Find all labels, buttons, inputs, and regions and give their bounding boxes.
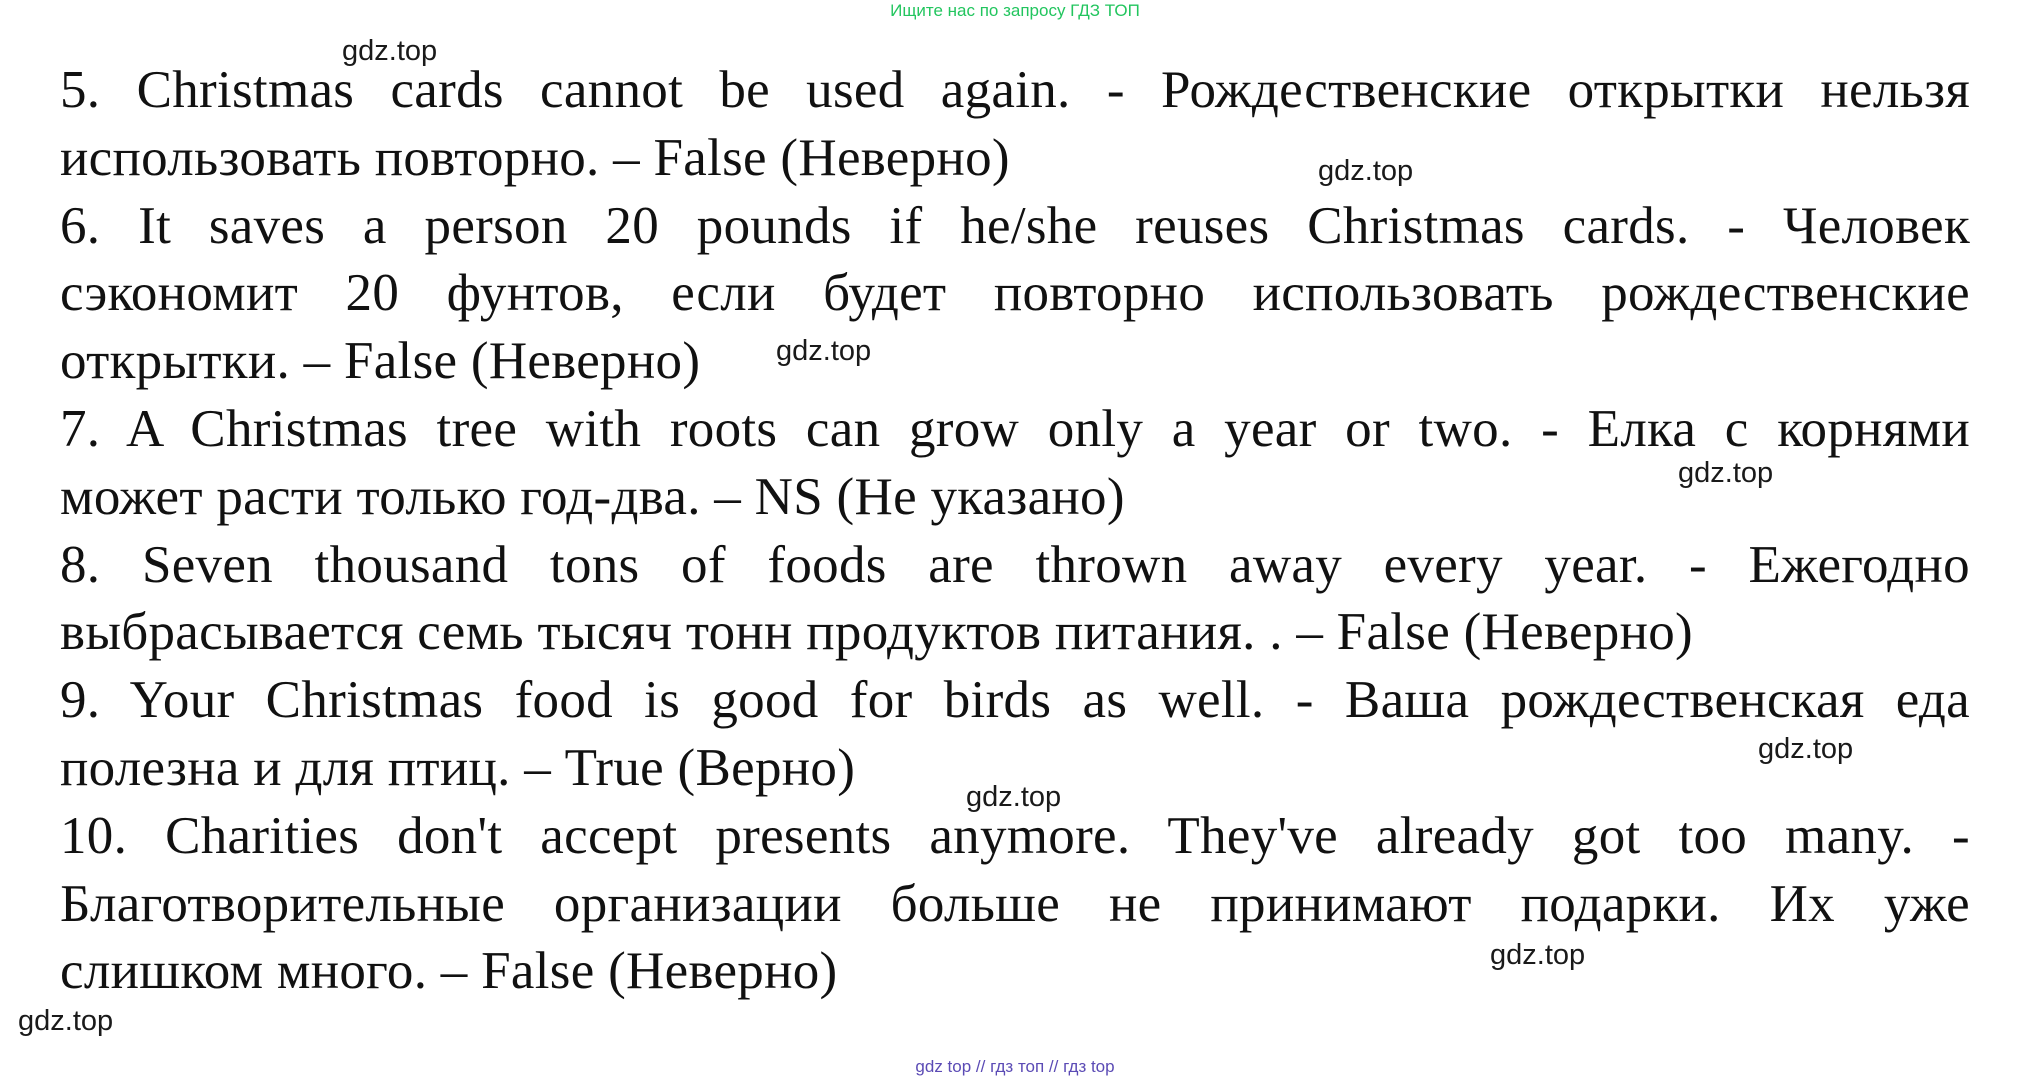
answer-10-line-3: слишком много. – False (Неверно) — [60, 942, 838, 1001]
exercise-answers — [60, 57, 1970, 1006]
answer-6-line-1: 6. It saves a person 20 pounds if he/she reuses Christmas cards. - Человек — [60, 196, 1970, 255]
watermark-8: gdz.top — [18, 1005, 114, 1037]
answer-9-line-2: полезна и для птиц. – True (Верно) — [60, 738, 856, 797]
answer-8-line-1: 8. Seven thousand tons of foods are thrown away every year. - Ежегодно — [60, 535, 1970, 594]
answer-9-line-1: 9. Your Christmas food is good for birds as well. - Ваша рождественская еда — [60, 671, 1970, 730]
watermark-2: gdz.top — [1318, 155, 1414, 187]
watermark-5: gdz.top — [1758, 733, 1854, 765]
top-search-note: Ищите нас по запросу ГДЗ ТОП — [890, 1, 1140, 20]
watermark-1: gdz.top — [342, 35, 438, 67]
answer-6-line-2: сэкономит 20 фунтов, если будет повторно использовать рождественские — [60, 264, 1970, 323]
answer-5-line-1: 5. Christmas cards cannot be used again. - Рождественские открытки нельзя — [60, 61, 1970, 119]
bottom-site-note: gdz top // гдз топ // гдз top — [915, 1057, 1115, 1076]
answer-7-line-1: 7. A Christmas tree with roots can grow only a year or two. - Елка с корнями — [60, 399, 1970, 458]
answer-8-line-2: выбрасывается семь тысяч тонн продуктов питания. . – False (Неверно) — [60, 603, 1693, 662]
watermark-3: gdz.top — [776, 335, 872, 367]
answer-10-line-2: Благотворительные организации больше не принимают подарки. Их уже — [60, 874, 1970, 933]
watermark-4: gdz.top — [1678, 457, 1774, 489]
answer-6-line-3: открытки. – False (Неверно) — [60, 332, 701, 391]
answer-10-line-1: 10. Charities don't accept presents anymore. They've already got too many. - — [60, 806, 1970, 865]
answer-7-line-2: может расти только год-два. – NS (Не указано) — [60, 467, 1125, 526]
watermark-6: gdz.top — [966, 781, 1062, 813]
answer-5-line-2: использовать повторно. – False (Неверно) — [60, 128, 1010, 187]
watermark-7: gdz.top — [1490, 939, 1586, 971]
